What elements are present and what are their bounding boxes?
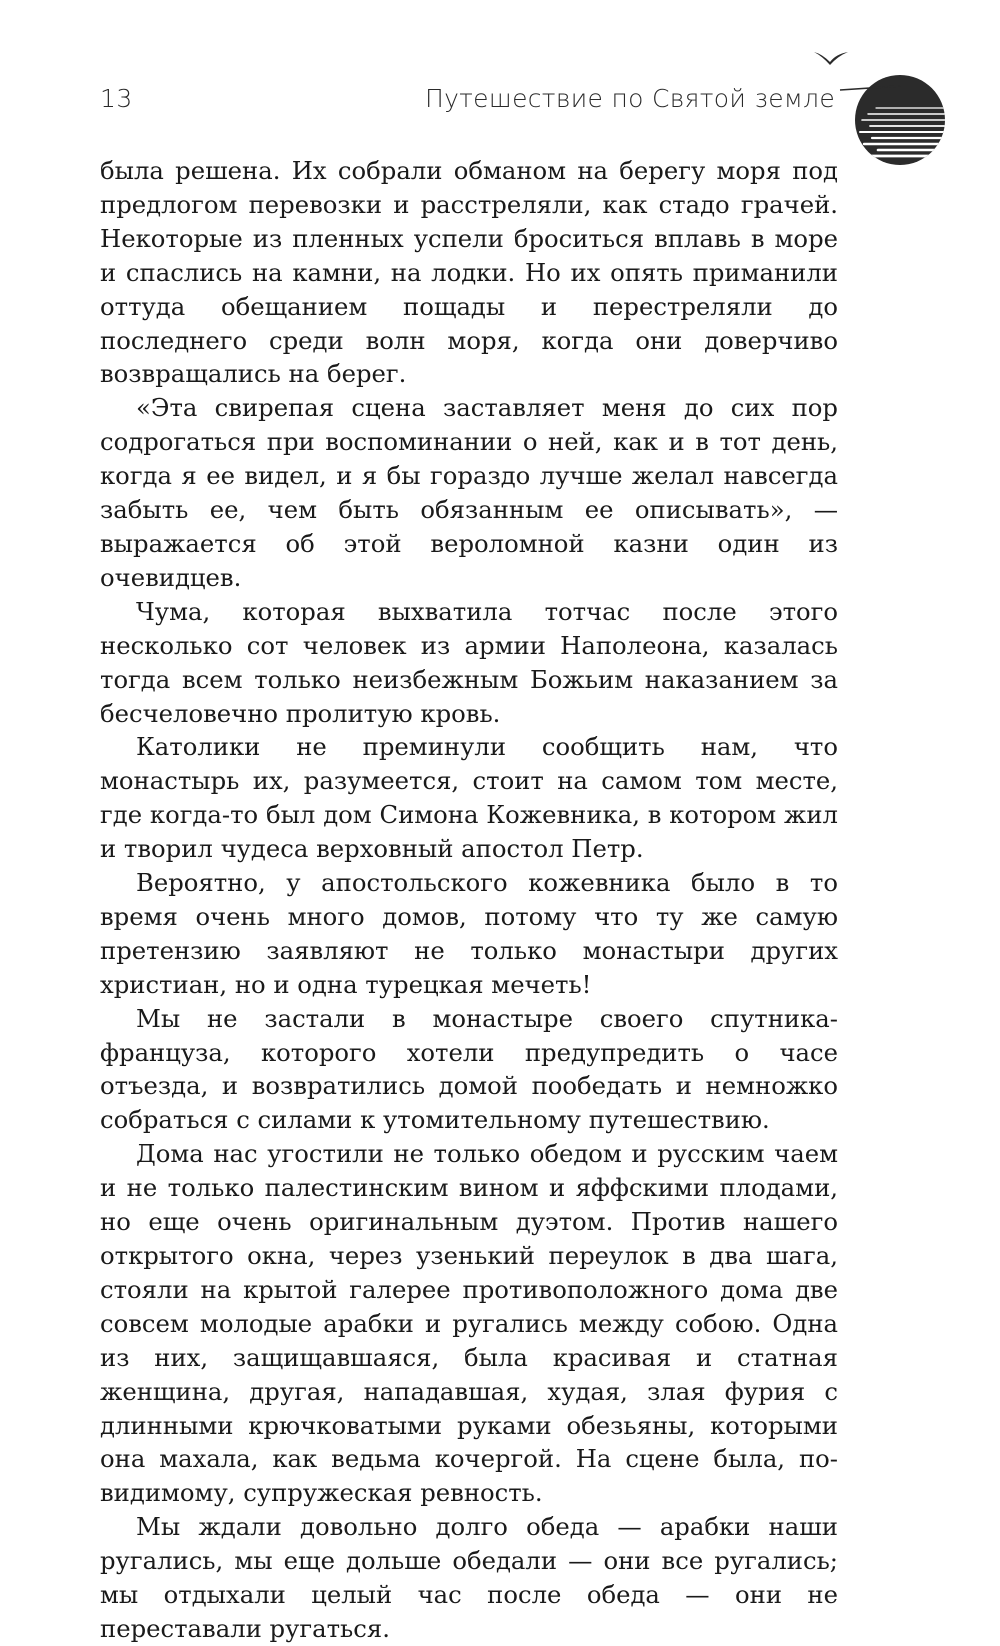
paragraph: Католики не преминули сообщить нам, что монастырь их, разумеется, стоит на самом том месте, где когда-то был дом Симона Кожевника, в котором жил и творил чудеса верховный апостол Петр. [100,732,838,864]
paragraph: Дома нас угостили не только обедом и русским чаем и не только палестинским вином и яффскими плодами, но еще очень оригинальным дуэтом. Против нашего открытого окна, через узенький переулок в два шага, стояли на крытой галерее противоположного дома две совсем молодые арабки и ругались между собою. Одна из них, защищавшаяся, была красивая и статная женщина, другая, нападавшая, худая, злая фурия с длинными крючковатыми руками обезьяны, которыми она махала, как ведьма кочергой. На сцене была, по-видимому, супружеская ревность. [100,1139,838,1508]
paragraph: Чума, которая выхватила тотчас после этого несколько сот человек из армии Наполеона, казалась тогда всем только неизбежным Божьим наказанием за бесчеловечно пролитую кровь. [100,596,838,728]
paragraph: Вероятно, у апостольского кожевника было в то время очень много домов, потому что ту же самую претензию заявляют не только монастыри других христиан, но и одна турецкая мечеть! [100,868,838,999]
paragraph: была решена. Их собрали обманом на берегу моря под предлогом перевозки и расстреляли, как стадо грачей. Некоторые из пленных успели броситься вплавь в море и спаслись на камни, на лодки. Но их опять приманили оттуда обещанием пощады и перестреляли до последнего среди волн моря, когда они доверчиво возвращались на берег. [100,156,838,389]
paragraph: Мы ждали довольно долго обеда — арабки наши ругались, мы еще дольше обедали — они все ругались; мы отдыхали целый час после обеда — они не переставали ругаться. [100,1512,838,1643]
seagull-icon [814,52,848,65]
body-text [100,154,838,1646]
running-title: Путешествие по Святой земле [424,84,835,113]
paragraph: Мы не застали в монастыре своего спутника-француза, которого хотели предупредить о часе отъезда, и возвратились домой пообедать и немножко собраться с силами к утомительному путешествию. [100,1003,838,1135]
page-number: 13 [100,84,133,113]
moon-and-seagulls-icon [800,40,950,170]
paragraph: «Эта свирепая сцена заставляет меня до сих пор содрогаться при воспоминании о ней, как и в тот день, когда я ее видел, и я бы гораздо лучше желал навсегда забыть ее, чем быть обязанным ее описывать», — выражается об этой вероломной казни один из очевидцев. [100,393,838,592]
